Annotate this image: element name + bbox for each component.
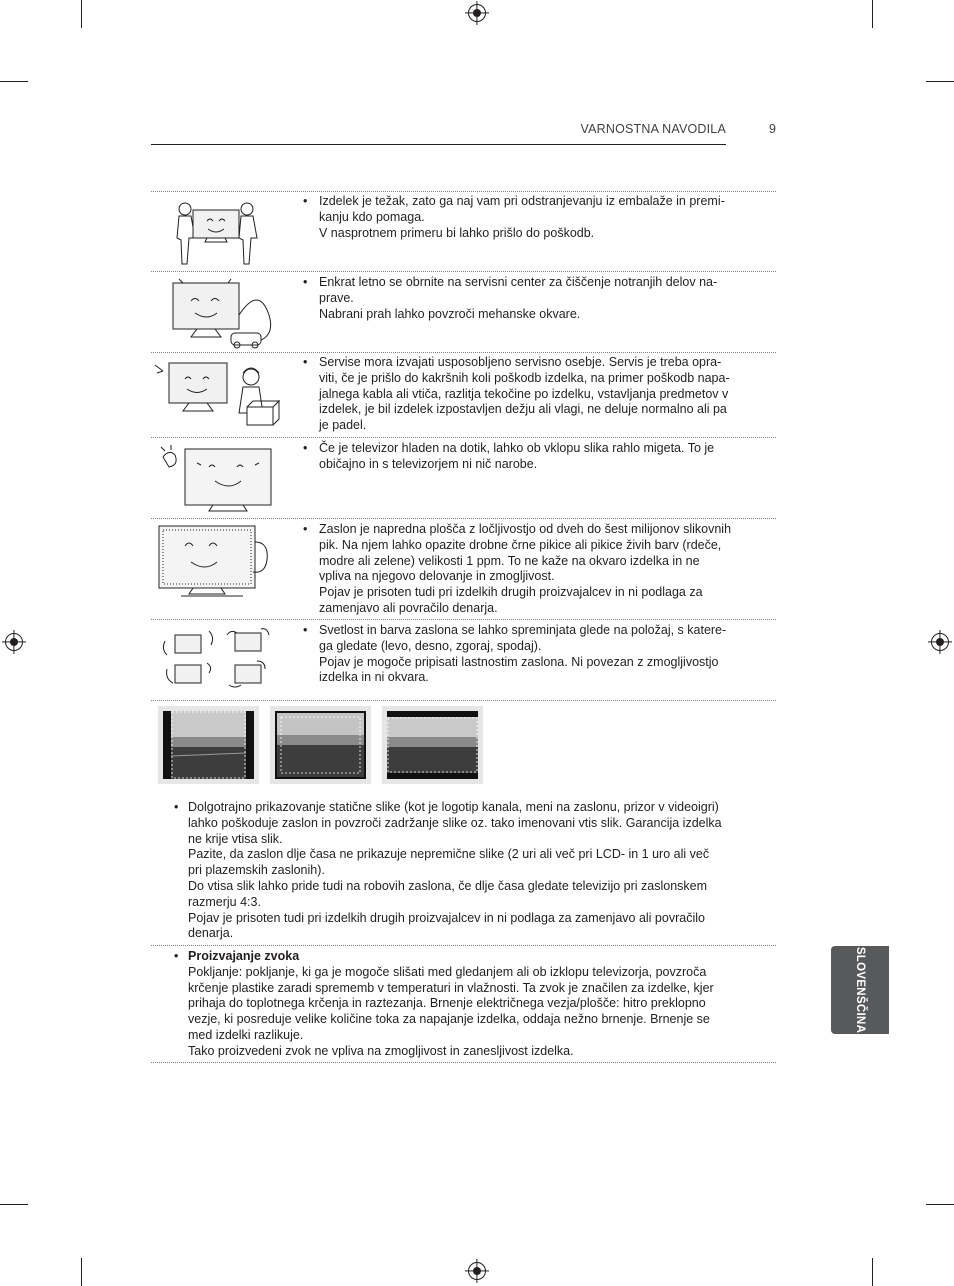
safety-item [151, 355, 776, 437]
item-text-line: kanju kdo pomaga. [319, 209, 425, 224]
image-retention-note [170, 800, 760, 942]
safety-item [151, 275, 776, 351]
crop-mark [872, 1258, 873, 1286]
item-text-line: običajno in s televizorjem ni nič narobe. [319, 456, 538, 471]
section-title: VARNOSTNA NAVODILA [580, 122, 726, 136]
item-text-line: pik. Na njem lahko opazite drobne črne pikice ali pikice živih barv (rdeče, [319, 537, 722, 552]
registration-mark-icon [931, 633, 949, 651]
crop-mark [81, 0, 82, 28]
safety-item [151, 441, 776, 517]
safety-item [151, 194, 776, 270]
item-text-line: • Če je televizor hladen na dotik, lahko ob vklopu slika rahlo migeta. To je [319, 441, 715, 455]
item-text-line: izdelka in ni okvara. [319, 670, 429, 685]
item-text-line: • Zaslon je napredna plošča z ločljivostjo od dveh do šest milijonov slikovnih [319, 522, 732, 536]
note-text-line: ne krije vtisa slik. [188, 831, 283, 846]
note-text-line: vezje, ki posreduje velike količine toka za napajanje izdelka, oddaja nežno brnenje. Brnenje se [188, 1012, 710, 1027]
item-text-line: • Enkrat letno se obrnite na servisni center za čiščenje notranjih delov na- [319, 275, 718, 289]
item-text-line: viti, če je prišlo do kakršnih koli poškodb izdelka, na primer poškodb napa- [319, 370, 730, 385]
note-text-line: lahko poškoduje zaslon in povzroči zadržanje slike oz. tako imenovani vtis slik. Garancija izdelka [188, 815, 722, 830]
item-text-line: izdelek, je bil izdelek izpostavljen dežju ali vlagi, ne deluje normalno ali pa [319, 402, 727, 417]
header-rule [151, 144, 726, 145]
sound-generation-note [170, 949, 760, 1060]
language-tab-label: SLOVENŠČINA [854, 946, 866, 1034]
cold-tv-flicker-illustration [151, 441, 291, 522]
note-text-line: Pazite, da zaslon dlje časa ne prikazuje nepremične slike (2 uri ali več pri LCD- in 1 uro ali več [188, 847, 710, 862]
note-text-line: Pojav je prisoten tudi pri izdelkih drugih proizvajalcev in ni podlaga za zamenjavo ali povračilo [188, 910, 705, 925]
note-text-line: Tako proizvedeni zvok ne vpliva na zmogljivost in zanesljivost izdelka. [188, 1043, 574, 1058]
image-retention-photo-pillarbox [158, 706, 259, 784]
page-number: 9 [769, 122, 776, 136]
item-text-line: • Svetlost in barva zaslona se lahko spreminjata glede na položaj, s katere- [319, 623, 727, 637]
note-text-line: pri plazemskih zaslonih). [188, 863, 325, 878]
crop-mark [926, 1204, 954, 1205]
safety-item [151, 522, 776, 618]
note-text-line: • Dolgotrajno prikazovanje statične slike (kot je logotip kanala, meni na zaslonu, prizor v videoigri) [188, 800, 719, 814]
item-text-line: ga gledate (levo, desno, zgoraj, spodaj). [319, 638, 542, 653]
note-text-line: med izdelki razlikuje. [188, 1027, 304, 1042]
crop-mark [0, 1204, 28, 1205]
image-retention-photo-zoom [270, 706, 371, 784]
item-text-line: zamenjavo ali povračilo denarja. [319, 600, 498, 615]
divider [151, 619, 776, 620]
item-text-line: V nasprotnem primeru bi lahko prišlo do poškodb. [319, 225, 595, 240]
item-text-line: jalnega kabla ali vtiča, razlitja tekočine po izdelku, vstavljanja predmetov v [319, 386, 729, 401]
item-text-line: • Servise mora izvajati usposobljeno servisno osebje. Servis je treba opra- [319, 355, 722, 369]
crop-mark [0, 81, 28, 82]
item-text-line: • Izdelek je težak, zato ga naj vam pri odstranjevanju iz embalaže in premi- [319, 194, 725, 208]
divider [151, 945, 776, 946]
two-people-carrying-tv-illustration [151, 194, 291, 275]
divider [151, 700, 776, 701]
safety-item [151, 623, 776, 699]
crop-mark [81, 1258, 82, 1286]
tv-with-pixel-dots-illustration [151, 522, 291, 607]
note-text-line: prihaja do toplotnega krčenja in raztezanja. Brnenje električnega vezja/plošče: hitro preklopno [188, 996, 706, 1011]
tv-viewing-angles-illustration [151, 623, 291, 698]
divider [151, 1062, 776, 1063]
crop-mark [926, 81, 954, 82]
item-text-line: je padel. [319, 418, 367, 433]
note-text-line: denarja. [188, 926, 234, 941]
item-text-line: Pojav je prisoten tudi pri izdelkih drugih proizvajalcev in ni podlaga za [319, 585, 703, 600]
note-text-line: Pokljanje: pokljanje, ki ga je mogoče slišati med gledanjem ali ob izklopu televizorja, povzroča [188, 964, 707, 979]
note-text-line: krčenje plastike zaradi sprememb v temperaturi in vlažnosti. Ta zvok je značilen za izdelke, kjer [188, 980, 714, 995]
registration-mark-icon [5, 633, 23, 651]
tv-with-vacuum-cleaner-illustration [151, 275, 291, 356]
tv-with-service-technician-illustration [151, 355, 291, 440]
language-tab [831, 946, 889, 1034]
item-text-line: modre ali zelene) velikosti 1 ppm. To ne kaže na okvaro izdelka in ne [319, 553, 700, 568]
note-text-line: razmerju 4:3. [188, 894, 261, 909]
image-retention-photo-letterbox [382, 706, 483, 784]
divider [151, 191, 776, 192]
registration-mark-icon [468, 4, 486, 22]
crop-mark [872, 0, 873, 28]
item-text-line: prave. [319, 290, 354, 305]
note-text-line: Do vtisa slik lahko pride tudi na robovih zaslona, če dlje časa gledate televizijo pri zaslonskem [188, 878, 708, 893]
sound-heading: • Proizvajanje zvoka [188, 949, 300, 963]
item-text-line: Pojav je mogoče pripisati lastnostim zaslona. Ni povezan z zmogljivostjo [319, 654, 719, 669]
item-text-line: vpliva na njegovo delovanje in zmogljivost. [319, 569, 555, 584]
item-text-line: Nabrani prah lahko povzroči mehanske okvare. [319, 306, 581, 321]
registration-mark-icon [468, 1262, 486, 1280]
